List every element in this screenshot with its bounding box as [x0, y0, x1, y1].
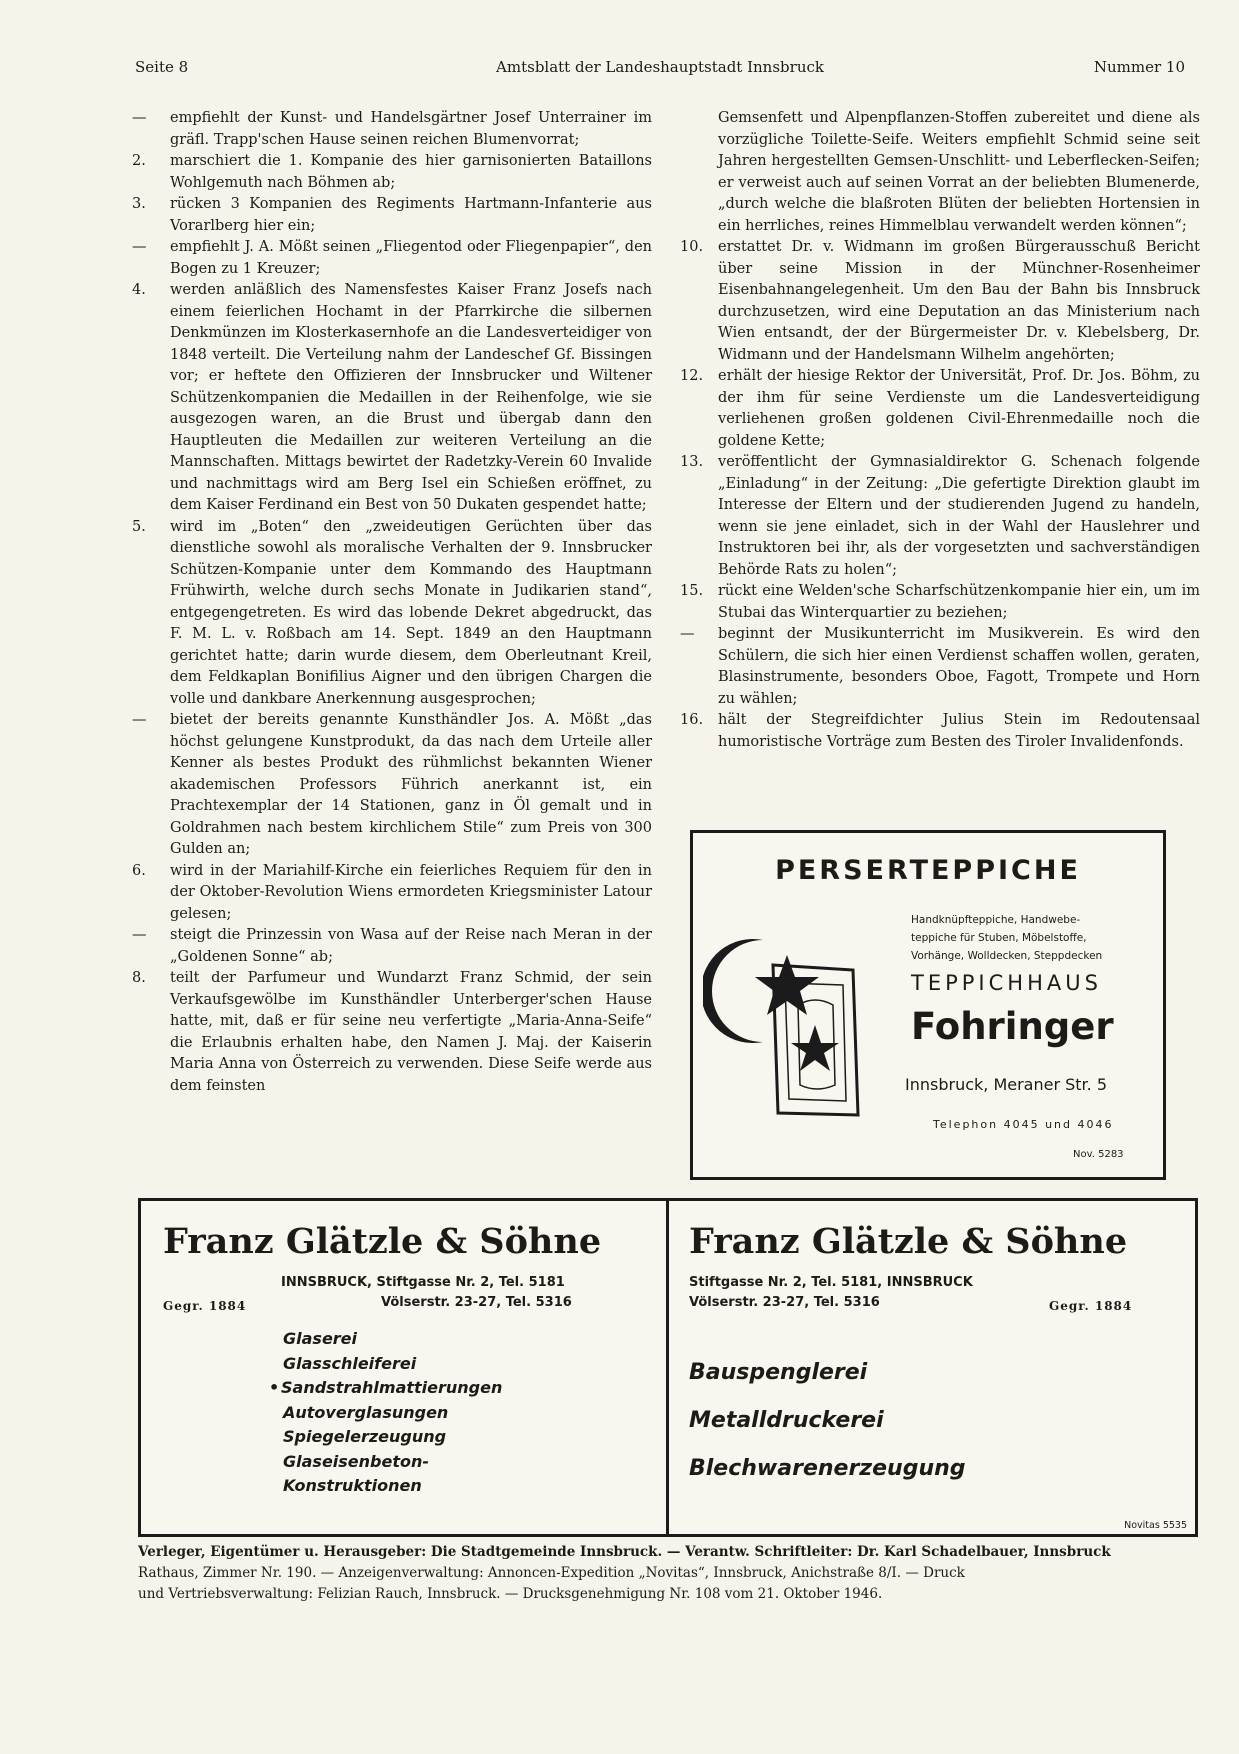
imprint [138, 1542, 1188, 1605]
entry-text: rückt eine Welden'sche Scharfschützenkompanie hier ein, um im Stubai das Winterquartier zu beziehen; [718, 583, 1200, 621]
entry-marker: 2. [132, 153, 146, 169]
ad-service-item: Spiegelerzeugung [283, 1427, 447, 1446]
journal-title: Amtsblatt der Landeshauptstadt Innsbruck [496, 58, 824, 76]
entry-marker: 10. [680, 239, 704, 255]
entry-marker: 15. [680, 583, 704, 599]
glaetzle-glass-advertisement [138, 1198, 670, 1537]
ad-address: Innsbruck, Meraner Str. 5 [905, 1075, 1108, 1094]
entry-marker: — [132, 110, 147, 126]
ad-address-2: Völserstr. 23-27, Tel. 5316 [381, 1295, 572, 1310]
ad-phone: Telephon 4045 und 4046 [933, 1118, 1114, 1131]
ad-services-list [689, 1349, 966, 1493]
ad-company-name: Fohringer [911, 1005, 1114, 1048]
entry-text: erstattet Dr. v. Widmann im großen Bürgerausschuß Bericht über seine Mission in der Münchner-Rosenheimer Eisenbahnangelegenheit. Um den Bau der Bahn bis Innsbruck durchzusetzen, wird eine Deputation an das Ministerium nach Wien entsandt, der der Bürgermeister Dr. v. Klebelsberg, Dr. Widmann und der Handelsmann Wilhelm angehörten; [718, 239, 1200, 363]
glaetzle-metal-advertisement [666, 1198, 1198, 1537]
entry-text: Gemsenfett und Alpenpflanzen-Stoffen zubereitet und diene als vorzügliche Toilette-Seife. Weiters empfiehlt Schmid seine seit Jahren hergestellten Gemsen-Unschlitt- und Leberflecken-Seifen; er verweist auch auf seinen Vorrat an der beliebten Blumenerde, „durch welche die blaßroten Blüten der beliebten Hortensien in ein herrliches, reines Himmelblau verwandelt werden können“; [718, 110, 1200, 234]
chronicle-entry [132, 280, 652, 517]
chronicle-entry [680, 108, 1200, 237]
ad-services-list [269, 1327, 504, 1499]
chronicle-entry [680, 366, 1200, 452]
chronicle-entry [680, 581, 1200, 624]
chronicle-entry [132, 710, 652, 861]
ad-description-line: teppiche für Stuben, Möbelstoffe, [911, 932, 1087, 944]
bullet-icon: • [269, 1378, 280, 1397]
entry-text: bietet der bereits genannte Kunsthändler Jos. A. Mößt „das höchst gelungene Kunstprodukt, da das nach dem Urteile aller Kenner als bestes Produkt des rühmlichst bekannten Wiener akademischen Professors Führich anerkannt ist, ein Prachtexemplar der 14 Stationen, ganz in Öl gemalt und in Goldrahmen nach bestem kirchlichem Stile“ zum Preis von 300 Gulden an; [170, 712, 652, 857]
ad-company-name: Franz Glätzle & Söhne [689, 1221, 1128, 1262]
chronicle-entry [680, 452, 1200, 581]
ad-service-item: Glaseisenbeton- [283, 1451, 430, 1471]
ad-service-item: Konstruktionen [283, 1476, 422, 1495]
entry-text: teilt der Parfumeur und Wundarzt Franz Schmid, der sein Verkaufsgewölbe im Kunsthändler Unterberger'schen Hause hatte, mit, daß er für seine neu verfertigte „Maria-Anna-Seife“ die Erlaubnis erhalten habe, den Namen J. Maj. der Kaiserin Maria Anna von Österreich zu verwenden. Diese Seife werde aus dem feinsten [170, 970, 652, 1094]
chronicle-entry [132, 861, 652, 926]
ad-company-name: Franz Glätzle & Söhne [163, 1221, 602, 1262]
ad-service-item: Bauspenglerei [689, 1360, 868, 1385]
imprint-line: Verleger, Eigentümer u. Herausgeber: Die Stadtgemeinde Innsbruck. — Verantw. Schriftleiter: Dr. Karl Schadelbauer, Innsbruck [138, 1544, 1111, 1560]
page-header [135, 58, 1185, 84]
chronicle-entry [132, 151, 652, 194]
issue-number: Nummer 10 [1093, 58, 1185, 76]
ad-service-item: Metalldruckerei [689, 1408, 884, 1433]
ad-founded: Gegr. 1884 [1049, 1299, 1133, 1313]
chronicle-entry [132, 108, 652, 151]
ad-reference: Nov. 5283 [1073, 1149, 1124, 1160]
page-number: Seite 8 [135, 58, 189, 76]
chronicle-entry [132, 194, 652, 237]
ad-description [911, 911, 1159, 965]
entry-marker: 16. [680, 712, 704, 728]
ad-service-item: Glaserei [283, 1329, 358, 1348]
entry-text: wird in der Mariahilf-Kirche ein feierliches Requiem für den in der Oktober-Revolution Wiens ermordeten Kriegsminister Latour gelesen; [170, 862, 652, 922]
ad-service-item: Autoverglasungen [283, 1402, 449, 1422]
ad-description-line: Vorhänge, Wolldecken, Steppdecken [911, 950, 1103, 962]
chronicle-entry [132, 925, 652, 968]
entry-text: beginnt der Musikunterricht im Musikverein. Es wird den Schülern, die sich hier einen Verdienst schaffen wollen, geraten, Blasinstrumente, besonders Oboe, Fagott, Trompete und Horn zu wählen; [718, 626, 1200, 707]
ad-service-item: Glasschleiferei [283, 1353, 417, 1373]
ad-service-item: Sandstrahlmattierungen [281, 1378, 503, 1397]
entry-marker: 3. [132, 196, 146, 212]
ad-headline: PERSERTEPPICHE [775, 855, 1081, 886]
entry-text: steigt die Prinzessin von Wasa auf der Reise nach Meran in der „Goldenen Sonne“ ab; [170, 927, 652, 965]
entry-marker: 5. [132, 518, 146, 535]
entry-marker: 8. [132, 970, 146, 986]
entry-marker: 13. [680, 454, 704, 470]
entry-text: hält der Stegreifdichter Julius Stein im Redoutensaal humoristische Vorträge zum Besten des Tiroler Invalidenfonds. [718, 712, 1200, 750]
chronicle-entry [132, 237, 652, 280]
entry-marker: — [680, 626, 695, 642]
entry-text: veröffentlicht der Gymnasialdirektor G. Schenach folgende „Einladung“ in der Zeitung: „Die gefertigte Direktion glaubt im Interesse der Eltern und der studierenden Jugend zu handeln, wenn sie jene einladet, sich in der Wahl der Hauslehrer und Instruktoren bei ihr, als der vorgesetzten und sachverständigen Behörde Rats zu holen“; [718, 454, 1200, 578]
entry-text: wird im „Boten“ den „zweideutigen Gerüchten über das dienstliche sowohl als moralische Verhalten der 9. Innsbrucker Schützen-Kompanie unter dem Kommando des Hauptmann Frühwirth, welche durch sechs Monate in Judikarien stand“, entgegengetreten. Es wird das lobende Dekret abgedruckt, das F. M. L. v. Roßbach am 14. Sept. 1849 an den Hauptmann gerichtet hatte; darin wurde diesem, dem Oberleutnant Kreil, dem Feldkaplan Bonifilius Aigner und den übrigen Chargen die volle und dankbare Anerkennung ausgesprochen; [170, 518, 652, 707]
entry-text: erhält der hiesige Rektor der Universität, Prof. Dr. Jos. Böhm, zu der ihm für seine Verdienste um die Landesverteidigung verliehenen großen goldenen Civil-Ehrenmedaille noch die goldene Kette; [718, 368, 1200, 449]
chronicle-entry [680, 237, 1200, 366]
entry-marker: 4. [132, 282, 146, 298]
chronicle-entry [680, 624, 1200, 710]
right-column [680, 108, 1200, 750]
chronicle-entry [680, 710, 1200, 753]
entry-marker: 6. [132, 862, 146, 879]
entry-text: marschiert die 1. Kompanie des hier garnisonierten Bataillons Wohlgemuth nach Böhmen ab; [170, 153, 652, 191]
left-column [132, 108, 652, 1188]
ad-description-line: Handknüpfteppiche, Handwebe- [911, 914, 1081, 926]
imprint-line: Rathaus, Zimmer Nr. 190. — Anzeigenverwaltung: Annoncen-Expedition „Novitas“, Innsbruck, Anichstraße 8/I. — Druck [138, 1565, 965, 1581]
imprint-line: und Vertriebsverwaltung: Felizian Rauch, Innsbruck. — Drucksgenehmigung Nr. 108 vom 21. Oktober 1946. [138, 1586, 883, 1602]
entry-marker: — [132, 239, 147, 255]
entry-text: empfiehlt J. A. Mößt seinen „Fliegentod oder Fliegenpapier“, den Bogen zu 1 Kreuzer; [170, 239, 652, 277]
entry-marker: — [132, 712, 147, 728]
entry-text: rücken 3 Kompanien des Regiments Hartmann-Infanterie aus Vorarlberg hier ein; [170, 196, 652, 234]
entry-text: werden anläßlich des Namensfestes Kaiser Franz Josefs nach einem feierlichen Hochamt in der Pfarrkirche die silbernen Denkmünzen im Klosterkasernhofe an die Landesverteidiger von 1848 verteilt. Die Verteilung nahm der Landeschef Gf. Bissingen vor; er heftete den Offizieren der Innsbrucker und Wiltener Schützenkompanien die Medaillen in der Reihenfolge, wie sie ausgezogen waren, an die Brust und übergab dann den Hauptleuten die Medaillen zur weiteren Verteilung an die Mannschaften. Mittags bewirtet der Radetzky-Verein 60 Invalide und nachmittags wird am Berg Isel ein Schießen eröffnet, zu dem Kaiser Ferdinand ein Best von 50 Dukaten gespendet hatte; [170, 282, 652, 513]
ad-address-2: Völserstr. 23-27, Tel. 5316 [689, 1295, 880, 1310]
entry-marker: — [132, 927, 147, 943]
carpet-advertisement [690, 830, 1166, 1180]
ad-address-1: Stiftgasse Nr. 2, Tel. 5181, INNSBRUCK [689, 1275, 973, 1290]
ad-service-item-bullet [269, 1376, 504, 1401]
chronicle-entry [132, 968, 652, 1097]
entry-text: empfiehlt der Kunst- und Handelsgärtner Josef Unterrainer im gräfl. Trapp'schen Hause seinen reichen Blumenvorrat; [170, 110, 652, 148]
entry-marker: 12. [680, 368, 704, 384]
chronicle-entry [132, 517, 652, 711]
ad-service-item: Blechwarenerzeugung [689, 1456, 966, 1481]
ad-shop-type: TEPPICHHAUS [911, 971, 1102, 995]
ad-founded: Gegr. 1884 [163, 1299, 247, 1313]
carpet-star-icon [703, 925, 893, 1125]
ad-reference: Novitas 5535 [1124, 1520, 1187, 1531]
ad-address-1: INNSBRUCK, Stiftgasse Nr. 2, Tel. 5181 [281, 1275, 565, 1290]
